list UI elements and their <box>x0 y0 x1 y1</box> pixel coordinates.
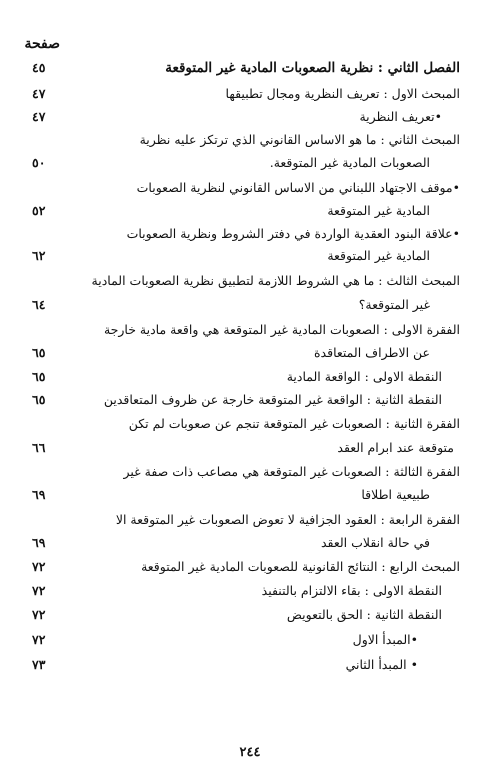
toc-entry <box>32 533 460 553</box>
toc-entry-text: •تعريف النظرية <box>359 109 442 124</box>
toc-entry-text: المبحث الرابع : النتائج القانونية للصعوبات المادية غير المتوقعة <box>141 559 460 574</box>
toc-entry-text: غير المتوقعة؟ <box>358 297 430 312</box>
toc-entry-page: ٤٥ <box>32 60 46 75</box>
toc-entry-text: في حالة انقلاب العقد <box>320 535 430 550</box>
toc-entry <box>40 462 460 482</box>
toc-entry-text: النقطة الاولى : بقاء الالتزام بالتنفيذ <box>261 583 442 598</box>
toc-entry-text: الفصل الثاني : نظرية الصعوبات المادية غير المتوقعة <box>165 60 460 76</box>
toc-entry-page: ٧٢ <box>32 632 46 647</box>
toc-entry-text: الفقرة الرابعة : العقود الجزافية لا تعوض الصعوبات غير المتوقعة الا <box>115 512 460 527</box>
toc-entry <box>40 178 460 198</box>
toc-entry-text: المبحث الثالث : ما هي الشروط اللازمة لتطبيق نظرية الصعوبات المادية <box>91 273 460 288</box>
toc-entry <box>32 655 460 675</box>
toc-entry <box>32 201 460 221</box>
toc-entry <box>40 130 460 150</box>
toc-entry-text: عن الاطراف المتعاقدة <box>313 345 430 360</box>
toc-entry-page: ٦٥ <box>32 369 46 384</box>
toc-entry-text: الفقرة الاولى : الصعوبات المادية غير المتوقعة هي واقعة مادية خارجة <box>103 322 460 337</box>
toc-entry <box>32 343 460 363</box>
toc-entry <box>40 224 460 244</box>
toc-entry <box>32 390 460 410</box>
toc-entry-page: ٧٢ <box>32 559 46 574</box>
toc-entry-page: ٧٢ <box>32 583 46 598</box>
toc-entry-page: ٤٧ <box>32 86 46 101</box>
toc-entry-text: المبحث الثاني : ما هو الاساس القانوني الذي ترتكز عليه نظرية <box>139 132 460 147</box>
toc-entry-text: الفقرة الثالثة : الصعوبات غير المتوقعة هي مصاعب ذات صفة غير <box>123 464 460 479</box>
toc-entry-text: النقطة الثانية : الحق بالتعويض <box>286 607 442 622</box>
toc-entry-text: المادية غير المتوقعة <box>327 248 430 263</box>
toc-entry-text: •المبدأ الاول <box>352 632 418 647</box>
toc-entry-page: ٦٥ <box>32 392 46 407</box>
toc-entry-text: •موقف الاجتهاد اللبناني من الاساس القانوني لنظرية الصعوبات <box>136 180 460 195</box>
toc-entry-text: المادية غير المتوقعة <box>327 203 430 218</box>
toc-entry-text: طبيعية اطلاقا <box>361 487 430 502</box>
toc-entry <box>32 107 460 127</box>
toc-entry-text: • المبدأ الثاني <box>345 657 418 672</box>
toc-entry <box>32 58 460 78</box>
toc-entry <box>32 246 460 266</box>
toc-entry-text: •علاقة البنود العقدية الواردة في دفتر الشروط ونظرية الصعوبات <box>126 226 460 241</box>
toc-entry-page: ٧٢ <box>32 607 46 622</box>
page-number: ٢٤٤ <box>239 745 261 760</box>
toc-entry <box>32 367 460 387</box>
toc-entry <box>32 581 460 601</box>
toc-entry <box>32 557 460 577</box>
toc-entry <box>32 438 460 458</box>
toc-entry-page: ٧٣ <box>32 657 46 672</box>
toc-entry <box>32 605 460 625</box>
toc-entry-page: ٦٦ <box>32 440 46 455</box>
toc-entry-page: ٦٤ <box>32 297 46 312</box>
toc-entry-text: النقطة الثانية : الواقعة غير المتوقعة خارجة عن ظروف المتعاقدين <box>103 392 442 407</box>
page-column-header: صفحة <box>24 36 60 52</box>
toc-entry-page: ٦٩ <box>32 487 46 502</box>
toc-entry <box>40 320 460 340</box>
toc-entry <box>32 630 460 650</box>
toc-entry-text: النقطة الاولى : الواقعة المادية <box>286 369 442 384</box>
toc-entry <box>40 414 460 434</box>
toc-entry <box>40 510 460 530</box>
toc-entry-text: المبحث الاول : تعريف النظرية ومجال تطبيقها <box>225 86 460 101</box>
toc-entry-page: ٦٥ <box>32 345 46 360</box>
toc-entry-text: الفقرة الثانية : الصعوبات غير المتوقعة تنجم عن صعوبات لم تكن <box>128 416 460 431</box>
toc-entry <box>32 485 460 505</box>
toc-entry-page: ٥٠ <box>32 155 46 170</box>
toc-entry <box>32 84 460 104</box>
toc-entry-page: ٤٧ <box>32 109 46 124</box>
toc-entry-page: ٦٢ <box>32 248 46 263</box>
toc-entry-text: متوقعة عند ابرام العقد <box>337 440 454 455</box>
toc-entry-page: ٦٩ <box>32 535 46 550</box>
toc-entry <box>40 271 460 291</box>
toc-entry-page: ٥٢ <box>32 203 46 218</box>
toc-entry <box>32 295 460 315</box>
toc-entry <box>32 153 460 173</box>
toc-entry-text: الصعوبات المادية غير المتوقعة. <box>269 155 430 170</box>
